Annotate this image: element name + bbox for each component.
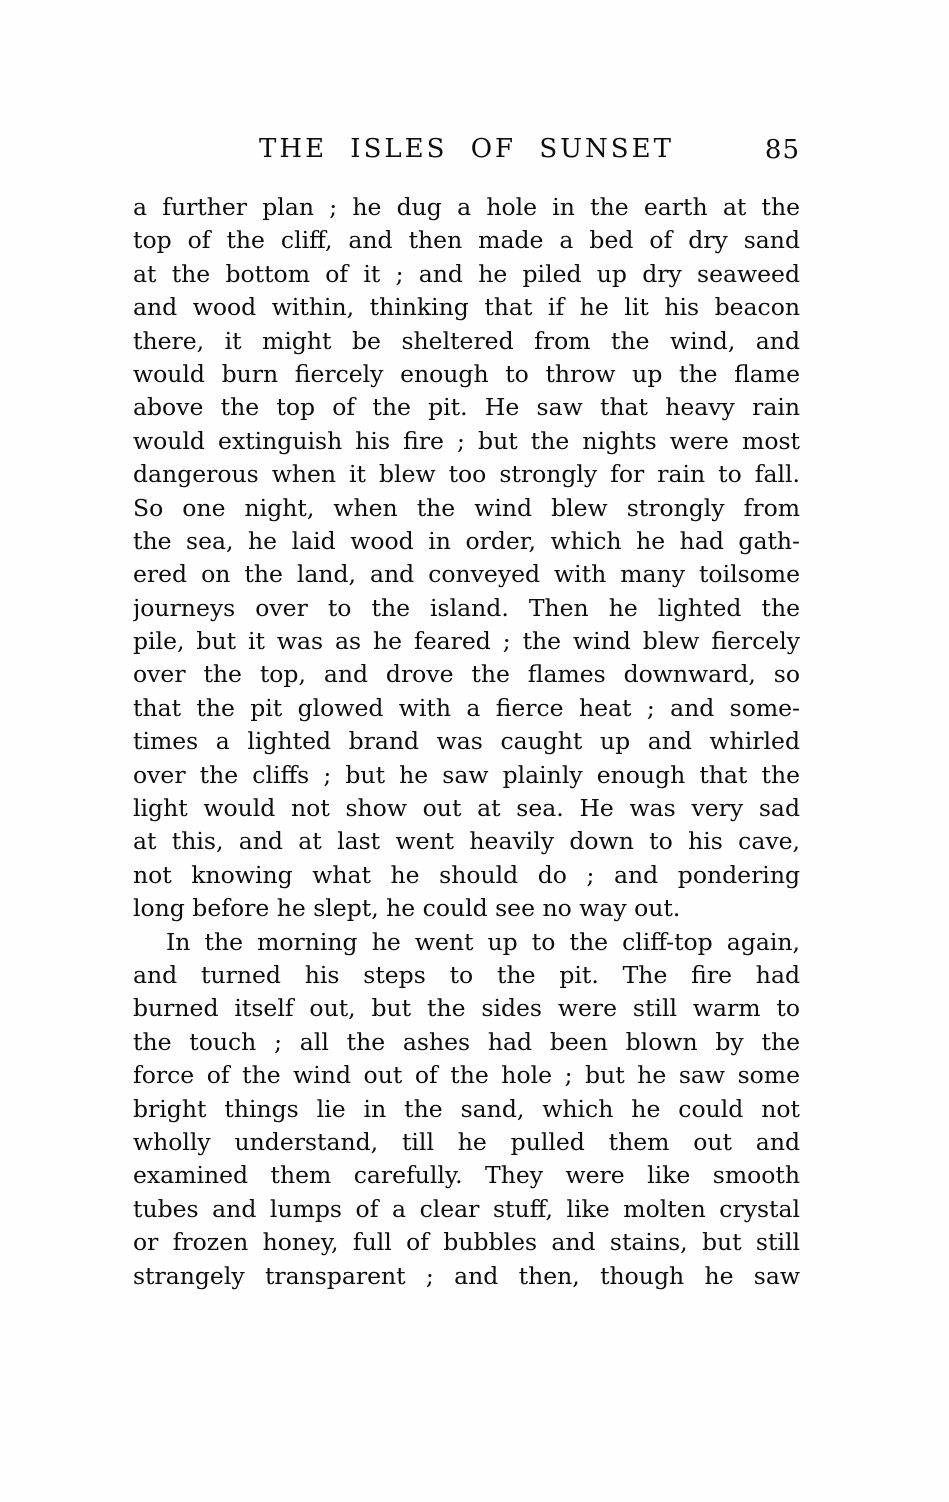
text-line: examined them carefully. They were like smooth	[133, 1161, 800, 1190]
text-line: So one night, when the wind blew strongly from	[133, 493, 800, 522]
text-line: ered on the land, and conveyed with many toilsome	[133, 560, 800, 589]
text-line: top of the cliff, and then made a bed of dry sand	[133, 226, 800, 255]
text-line: force of the wind out of the hole ; but he saw some	[133, 1061, 800, 1090]
page-header	[133, 134, 800, 168]
text-line: above the top of the pit. He saw that heavy rain	[133, 393, 800, 422]
text-line: journeys over to the island. Then he lighted the	[133, 593, 800, 622]
text-line: burned itself out, but the sides were still warm to	[133, 994, 800, 1023]
page-number: 85	[764, 135, 800, 165]
text-line: and wood within, thinking that if he lit his beacon	[133, 293, 800, 322]
body-text	[133, 191, 800, 1293]
text-line: dangerous when it blew too strongly for rain to fall.	[133, 460, 800, 489]
text-line: times a lighted brand was caught up and whirled	[133, 727, 800, 756]
text-line: at the bottom of it ; and he piled up dry seaweed	[133, 259, 800, 288]
text-line: over the cliffs ; but he saw plainly enough that the	[133, 760, 800, 789]
text-line: strangely transparent ; and then, though he saw	[133, 1261, 800, 1290]
text-line: light would not show out at sea. He was very sad	[133, 794, 800, 823]
text-line: there, it might be sheltered from the wind, and	[133, 326, 800, 355]
text-line: not knowing what he should do ; and pondering	[133, 860, 800, 889]
text-line: would burn fiercely enough to throw up the flame	[133, 359, 800, 388]
text-line: and turned his steps to the pit. The fire had	[133, 960, 800, 989]
text-line: the touch ; all the ashes had been blown by the	[133, 1027, 800, 1056]
text-line: over the top, and drove the flames downward, so	[133, 660, 800, 689]
running-title: THE ISLES OF SUNSET	[259, 134, 674, 164]
text-line: a further plan ; he dug a hole in the earth at the	[133, 193, 800, 221]
text-line: at this, and at last went heavily down to his cave,	[133, 827, 800, 856]
text-line: long before he slept, he could see no way out.	[133, 894, 681, 923]
text-line: tubes and lumps of a clear stuff, like molten crystal	[133, 1194, 800, 1223]
text-line: bright things lie in the sand, which he could not	[133, 1094, 800, 1123]
text-line: would extinguish his fire ; but the nights were most	[133, 426, 800, 455]
text-line: pile, but it was as he feared ; the wind blew fiercely	[133, 627, 800, 656]
text-line: that the pit glowed with a fierce heat ; and some-	[133, 693, 800, 722]
text-line: or frozen honey, full of bubbles and stains, but still	[133, 1228, 800, 1257]
text-line: wholly understand, till he pulled them out and	[133, 1127, 800, 1156]
text-line: the sea, he laid wood in order, which he had gath-	[133, 526, 800, 555]
text-line: In the morning he went up to the cliff-top again,	[166, 927, 800, 956]
